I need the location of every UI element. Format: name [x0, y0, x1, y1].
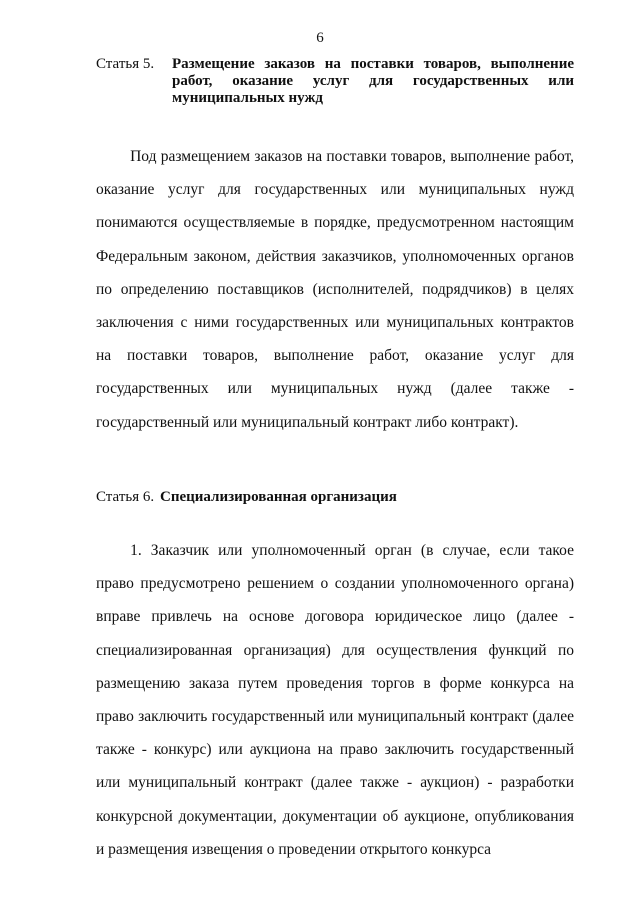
article-5-heading: [96, 56, 574, 107]
article-6-text: 1. Заказчик или уполномоченный орган (в случае, если такое право предусмотрено решением о создании уполномоченного органа) вправе привлечь на основе договора юридическое лицо (далее - специализированная организация) для осуществления функций по размещению заказа путем проведения торгов в форме конкурса на право заключить государственный или муниципальный контракт (далее также - конкурс) или аукциона на право заключить государственный или муниципальный контракт (далее также - аукцион) - разработки конкурсной документации, документации об аукционе, опубликования и размещения извещения о проведении открытого конкурса: [96, 542, 574, 858]
page-number: 6: [316, 30, 324, 46]
article-6-paragraph: [96, 534, 574, 866]
article-6-heading: [96, 489, 574, 506]
article-6-label: Статья 6.: [96, 489, 155, 505]
article-5-paragraph: [96, 140, 574, 439]
article-5-title: Размещение заказов на поставки товаров, выполнение работ, оказание услуг для государственных или муниципальных нужд: [172, 56, 574, 106]
article-6-title: Специализированная организация: [160, 489, 397, 505]
article-5-text: Под размещением заказов на поставки товаров, выполнение работ, оказание услуг для государственных или муниципальных нужд понимаются осуществляемые в порядке, предусмотренном настоящим Федеральным законом, действия заказчиков, уполномоченных органов по определению поставщиков (исполнителей, подрядчиков) в целях заключения с ними государственных или муниципальных контрактов на поставки товаров, выполнение работ, оказание услуг для государственных или муниципальных нужд (далее также - государственный или муниципальный контракт либо контракт).: [96, 148, 574, 431]
article-5-label: Статья 5.: [96, 56, 155, 72]
